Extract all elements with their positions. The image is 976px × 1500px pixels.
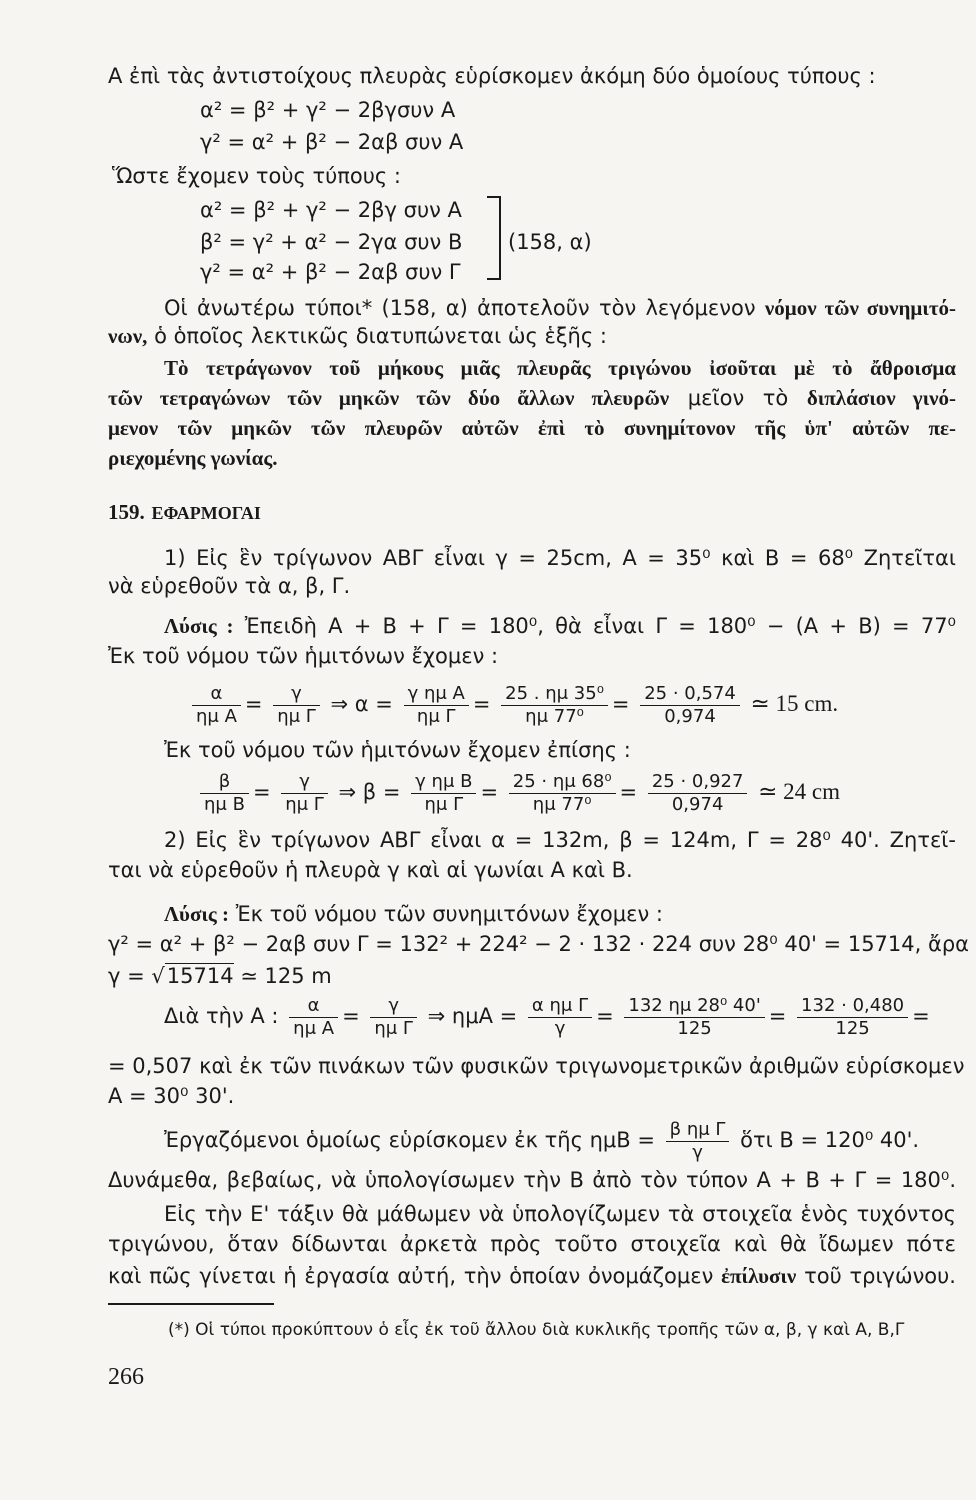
law-equation-gamma: γ² = α² + β² − 2αβ συν Γ — [200, 260, 461, 284]
paragraph-text: Οἱ ἀνωτέρω τύποι* (158, α) ἀποτελοῦν τὸν λεγόμενον — [164, 296, 756, 320]
theorem-text: τῶν τετραγώνων τῶν μηκῶν τῶν δύο ἄλλων πλευρῶν — [108, 386, 670, 410]
solution-label: Λύσις : — [164, 614, 234, 638]
exercise-1-solution-line-2: Ἐκ τοῦ νόμου τῶν ἡμιτόνων ἔχομεν : — [108, 644, 499, 668]
final-paragraph-line-1: Εἰς τὴν Ε' τάξιν θὰ μάθωμεν νὰ ὑπολογίζωμεν τὰ στοιχεῖα ἑνὸς τυχόντος — [164, 1202, 956, 1226]
theorem-line-2 — [108, 384, 956, 412]
footnote-rule — [108, 1303, 274, 1305]
formula-beta: $\frac{\beta}{\text{ημ Β}}$ = $\frac{\gamma}{\text{ημ Γ}}$ ⇒ β = $\frac{\text{γ ημ Β}}{\text{ημ Γ}}$ = $\frac{\text{25 · ημ 68⁰}}{\text{ημ 77⁰}}$ = $\frac{25 \cdot 0,927}{0,974}$ ≃ 24 cm — [196, 768, 840, 816]
solution-text: Ἐκ τοῦ νόμου τῶν συνημιτόνων ἔχομεν : — [235, 902, 663, 926]
exercise-1-solution-line-1 — [164, 612, 956, 640]
equation-alpha-pre: α² = β² + γ² − 2βγσυν Α — [200, 98, 456, 122]
section-number: 159. — [108, 500, 145, 524]
solution-label: Λύσις : — [164, 902, 229, 926]
exercise-2-equation-1: γ² = α² + β² − 2αβ συν Γ = 132² + 224² − 2 · 132 · 224 συν 28⁰ 40' = 15714, ἄρα — [108, 932, 969, 956]
theorem-line-3: μενον τῶν μηκῶν τῶν πλευρῶν αὐτῶν ἐπὶ τὸ συνημίτονον τῆς ὑπ' αὐτῶν πε- — [108, 416, 956, 440]
final-paragraph-line-3: καὶ πῶς γίνεται ἡ ἐργασία αὐτή, τὴν ὁποίαν ὀνομάζομεν ἐπίλυσιν τοῦ τριγώνου. — [108, 1264, 956, 1288]
final-paragraph-line-2: τριγώνου, ὅταν δίδωνται ἀρκετὰ πρὸς τοῦτο στοιχεῖα καὶ θὰ ἴδωμεν πότε — [108, 1232, 956, 1256]
exercise-2-alt-line: Δυνάμεθα, βεβαίως, νὰ ὑπολογίσωμεν τὴν Β ἀπὸ τὸν τύπον Α + Β + Γ = 180⁰. — [108, 1168, 956, 1192]
section-heading — [108, 498, 261, 527]
law-brace — [487, 196, 501, 280]
solution-text: Ἐπειδὴ Α + Β + Γ = 180⁰, θὰ εἶναι Γ = 180⁰ − (Α + Β) = 77⁰ — [244, 614, 956, 638]
theorem-line-4: ριεχομένης γωνίας. — [108, 446, 278, 470]
law-equation-beta: β² = γ² + α² − 2γα συν Β — [200, 230, 463, 254]
law-name-bold-end: νων, — [108, 324, 148, 348]
paragraph-line-2 — [108, 322, 607, 350]
intro-line: Α ἐπὶ τὰς ἀντιστοίχους πλευρὰς εὑρίσκομεν ἀκόμη δύο ὁμοίους τύπους : — [108, 64, 876, 88]
exercise-2-result-2: Α = 30⁰ 30'. — [108, 1084, 235, 1108]
law-equation-alpha: α² = β² + γ² − 2βγ συν Α — [200, 198, 462, 222]
exercise-2-line-1: 2) Εἰς ἓν τρίγωνον ΑΒΓ εἶναι α = 132m, β = 124m, Γ = 28⁰ 40'. Ζητεῖ- — [164, 828, 956, 852]
page-number: 266 — [108, 1364, 144, 1390]
exercise-2-solution-line-1 — [164, 900, 663, 928]
exercise-2-line-2: ται νὰ εὑρεθοῦν ἡ πλευρὰ γ καὶ αἱ γωνίαι Α καὶ Β. — [108, 858, 633, 882]
formula-alpha: $\frac{\alpha}{\text{ημ Α}}$ = $\frac{\gamma}{\text{ημ Γ}}$ ⇒ α = $\frac{\text{γ ημ Α}}{\text{ημ Γ}}$ = $\frac{\text{25 . ημ 35⁰}}{\text{ημ 77⁰}}$ = $\frac{25 \cdot 0,574}{0,974}$ ≃ 15 cm. — [188, 680, 838, 728]
law-label: (158, α) — [508, 230, 592, 254]
exercise-1-line-2: νὰ εὑρεθοῦν τὰ α, β, Γ. — [108, 574, 351, 598]
law-name-bold: νόμον τῶν συνημιτό- — [764, 296, 956, 320]
theorem-line-1: Τὸ τετράγωνον τοῦ μήκους μιᾶς πλευρᾶς τριγώνου ἰσοῦται μὲ τὸ ἄθροισμα — [164, 356, 956, 380]
equation-gamma-pre: γ² = α² + β² − 2αβ συν Α — [200, 130, 464, 154]
theorem-minus: μεῖον τὸ — [687, 386, 789, 410]
section-title: ΕΦΑΡΜΟΓΑΙ — [151, 503, 261, 523]
footnote: (*) Οἱ τύποι προκύπτουν ὁ εἷς ἐκ τοῦ ἄλλου διὰ κυκλικῆς τροπῆς τῶν α, β, γ καὶ Α, Β,Γ — [168, 1320, 905, 1340]
paragraph-line-1 — [164, 294, 956, 322]
exercise-1-line-1: 1) Εἰς ἓν τρίγωνον ΑΒΓ εἶναι γ = 25cm, Α = 35⁰ καὶ Β = 68⁰ Ζητεῖται — [164, 546, 956, 570]
paragraph-text: ὁ ὁποῖος λεκτικῶς διατυπώνεται ὡς ἑξῆς : — [154, 324, 607, 348]
so-we-have-line: Ὥστε ἔχομεν τοὺς τύπους : — [112, 164, 401, 188]
term-bold: ἐπίλυσιν — [721, 1264, 797, 1288]
theorem-text: διπλάσιον γινό- — [806, 386, 956, 410]
exercise-2-result-1: = 0,507 καὶ ἐκ τῶν πινάκων τῶν φυσικῶν τριγωνομετρικῶν ἀριθμῶν εὑρίσκομεν — [108, 1054, 965, 1078]
formula-sine-a: Διὰ τὴν Α : $\frac{\alpha}{\text{ημ Α}}$ = $\frac{\gamma}{\text{ημ Γ}}$ ⇒ ημΑ = $\frac{\text{α ημ Γ}}{\gamma}$ = $\frac{\text{132 ημ 28⁰ 40'}}{125}$ = $\frac{132 \cdot 0,480}{125}$ = — [164, 994, 930, 1039]
exercise-2-equation-2: γ = √15714 ≃ 125 m — [108, 964, 332, 988]
exercise-1-solution-line-3: Ἐκ τοῦ νόμου τῶν ἡμιτόνων ἔχομεν ἐπίσης : — [164, 738, 631, 762]
exercise-2-beta-line: Ἐργαζόμενοι ὁμοίως εὑρίσκομεν ἐκ τῆς ημΒ = $\frac{\text{β ημ Γ}}{\gamma}$ ὅτι Β = 120⁰ 40'. — [164, 1118, 920, 1163]
